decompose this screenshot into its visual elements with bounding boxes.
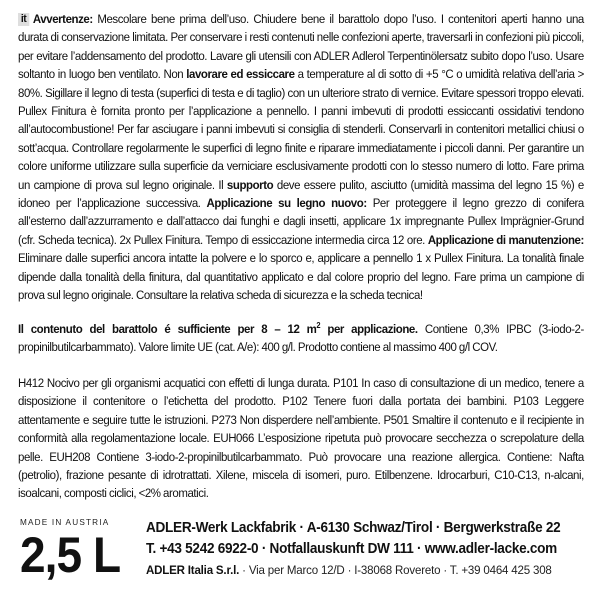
volume-panel	[20, 518, 121, 583]
warnings-text: a temperature al di sotto di +5 °C o umidità relativa dell’aria > 80%. Sigillare il legno di testa (superfici di testa e di taglio) con un ulteriore strato di vernice. Evitare spessori troppo elevati. Pullex Finitura è fornita pronto per l’applicazione a pennello. I panni imbevuti di prodotti essiccanti ossidativi tendono all’autocombustione! Per far asciugare i panni imbevuti si consiglia di stenderli. Conservarli in contenitori metallici chiusi o sott’acqua. Controllare regolarmente le superfici di legno finite e riparare immediatamente i piccoli danni. Per garantire un colore uniforme utilizzare sulla superficie da verniciare esclusivamente prodotti con lo stesso numero di lotto. Fare prima un campione di prova sul legno originale. Il	[18, 67, 584, 192]
warnings-bold-substrate: supporto	[226, 177, 274, 192]
warnings-text: deve essere pulito, asciutto (umidità massima del legno 15 %) e idoneo per l’applicazione successiva.	[18, 177, 584, 211]
volume-label: 2,5 L	[20, 527, 121, 583]
address-line-austria: ADLER-Werk Lackfabrik · A-6130 Schwaz/Tirol · Bergwerkstraße 22	[146, 520, 561, 536]
new-wood-heading: Applicazione su legno nuovo:	[206, 196, 367, 211]
maintenance-text: Eliminare dalle superfici ancora intatte la polvere e lo sporco e, applicare a pennello 1 x Pullex Finitura. La tonalità finale dipende dalla tonalità della finitura, dal quantitativo applicato e dal colore proprio del legno. Fare prima un campione di prova sul legno originale. Consultare la relativa scheda di sicurezza e la scheda tecnica!	[18, 251, 584, 303]
language-badge: it	[18, 13, 29, 26]
squared-superscript: 2	[316, 321, 321, 330]
warnings-bold-drying: lavorare ed essiccare	[186, 67, 295, 82]
italia-address: · Via per Marco 12/D · I-38068 Rovereto · T. +39 0464 425 308	[239, 563, 552, 577]
warnings-text: Mescolare bene prima dell’uso. Chiudere bene il barattolo dopo l’uso. I contenitori aperti hanno una durata di conservazione limitata. Per conservare i resti contenuti nelle confezioni aperte, traversarli in confezioni più piccoli, per evitare l’addensamento del prodotto. Lavare gli utensili con ADLER Adlerol Terpentinölersatz subito dopo l’uso. Usare soltanto in luogo ben ventilato. Non	[18, 12, 584, 82]
made-in-label: MADE IN AUSTRIA	[20, 518, 110, 527]
hazard-statements-paragraph	[18, 374, 584, 503]
italia-company-name: ADLER Italia S.r.l.	[146, 563, 240, 577]
warnings-heading: Avvertenze:	[32, 12, 93, 26]
address-line-contact: T. +43 5242 6922-0 · Notfallauskunft DW 111 · www.adler-lacke.com	[146, 541, 557, 557]
hazard-text: H412 Nocivo per gli organismi acquatici con effetti di lunga durata. P101 In caso di consultazione di un medico, tenere a disposizione il contenitore o l’etichetta del prodotto. P102 Tenere fuori dalla portata dei bambini. P103 Leggere attentamente e seguire tutte le istruzioni. P273 Non disperdere nell’ambiente. P501 Smaltire il contenuto e il recipiente in conformità alla regolamentazione locale. EUH066 L’esposizione ripetuta può provocare secchezza o screpolature della pelle. EUH208 Contiene 3-iodo-2-propinilbutilcarbammato. Può provocare una reazione allergica. Contiene: Nafta (petrolio), frazione pesante di idrotrattati. Xilene, miscela di isomeri, puro. Etilbenzene. Idrocarburi, C10-C13, n-alcani, isoalcani, composti ciclici, <2% aromatici.	[18, 376, 584, 501]
maintenance-heading: Applicazione di manutenzione:	[427, 232, 584, 247]
address-line-italia	[146, 560, 560, 580]
coverage-paragraph	[18, 320, 584, 357]
warnings-paragraph	[18, 10, 584, 305]
coverage-text: Contiene 0,3% IPBC (3-iodo-2-propinilbutilcarbammato). Valore limite UE (cat. A/e): 400 g/l. Prodotto contiene al massimo 400 g/l COV.	[18, 322, 584, 355]
manufacturer-address	[146, 518, 560, 580]
coverage-bold: Il contenuto del barattolo é sufficiente per 8 – 12 $m^2$ per applicazione.	[18, 321, 418, 336]
new-wood-text: Per proteggere il legno grezzo di conifera all’esterno dall’azzurramento e dall’attacco dai funghi e dagli insetti, applicare 1x impregnante Pullex Imprägnier-Grund (cfr. Scheda tecnica). 2x Pullex Finitura. Tempo di essiccazione intermedia circa 12 ore.	[18, 196, 584, 247]
